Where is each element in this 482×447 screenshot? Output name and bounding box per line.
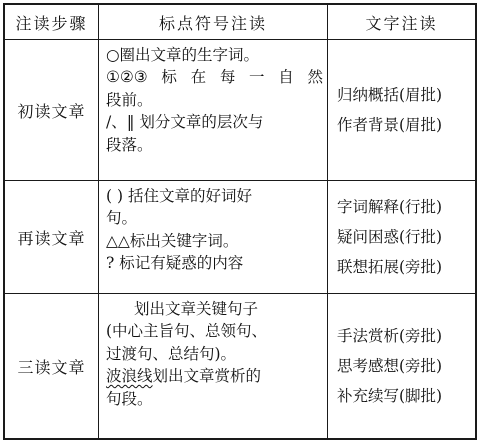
mark-line: ○圈出文章的生字词。 xyxy=(106,46,260,64)
header-text-annotation: 文字注读 xyxy=(328,5,475,40)
mark-line xyxy=(106,365,323,387)
mark-line: 段前。 xyxy=(106,90,153,109)
note-item: 字词解释(行批) xyxy=(337,198,443,216)
marks-first-reading xyxy=(99,40,328,181)
header-step: 注读步骤 xyxy=(5,5,99,40)
note-item: 归纳概括(眉批) xyxy=(337,86,443,104)
notes-third-reading xyxy=(328,294,475,438)
mark-line: 划出文章关键句子 xyxy=(134,300,259,318)
mark-line: △△标出关键字词。 xyxy=(106,231,239,250)
mark-line: 句。 xyxy=(106,209,138,228)
step-third-reading: 三读文章 xyxy=(5,294,99,438)
marks-third-reading xyxy=(99,294,328,438)
note-item: 联想拓展(旁批) xyxy=(337,258,443,276)
annotation-method-table xyxy=(3,3,477,440)
mark-line: (中心主旨句、总领句、 xyxy=(106,322,268,341)
mark-line: 句段。 xyxy=(106,389,153,408)
mark-line: ? 标记有疑惑的内容 xyxy=(106,254,244,273)
step-second-reading: 再读文章 xyxy=(5,181,99,294)
note-item: 作者背景(眉批) xyxy=(337,116,443,134)
note-item: 补充续写(脚批) xyxy=(337,387,443,405)
mark-line: ( ) 括住文章的好词好 xyxy=(106,187,252,205)
mark-line: /、‖ 划分文章的层次与 xyxy=(106,113,264,132)
notes-first-reading xyxy=(328,40,475,181)
step-first-reading: 初读文章 xyxy=(5,40,99,181)
notes-second-reading xyxy=(328,181,475,294)
mark-line-justified: ①②③ 标 在 每 一 自 然 xyxy=(106,68,323,87)
mark-line: 过渡句、总结句)。 xyxy=(106,344,237,363)
mark-line-rest: 划出文章赏析的 xyxy=(152,367,262,386)
mark-line: 段落。 xyxy=(106,135,153,154)
note-item: 手法赏析(旁批) xyxy=(337,327,443,345)
note-item: 疑问困惑(行批) xyxy=(337,228,443,246)
wavy-underline-text: 波浪线 xyxy=(106,367,153,386)
header-punctuation-annotation: 标点符号注读 xyxy=(99,5,328,40)
marks-second-reading xyxy=(99,181,328,294)
note-item: 思考感想(旁批) xyxy=(337,357,443,375)
